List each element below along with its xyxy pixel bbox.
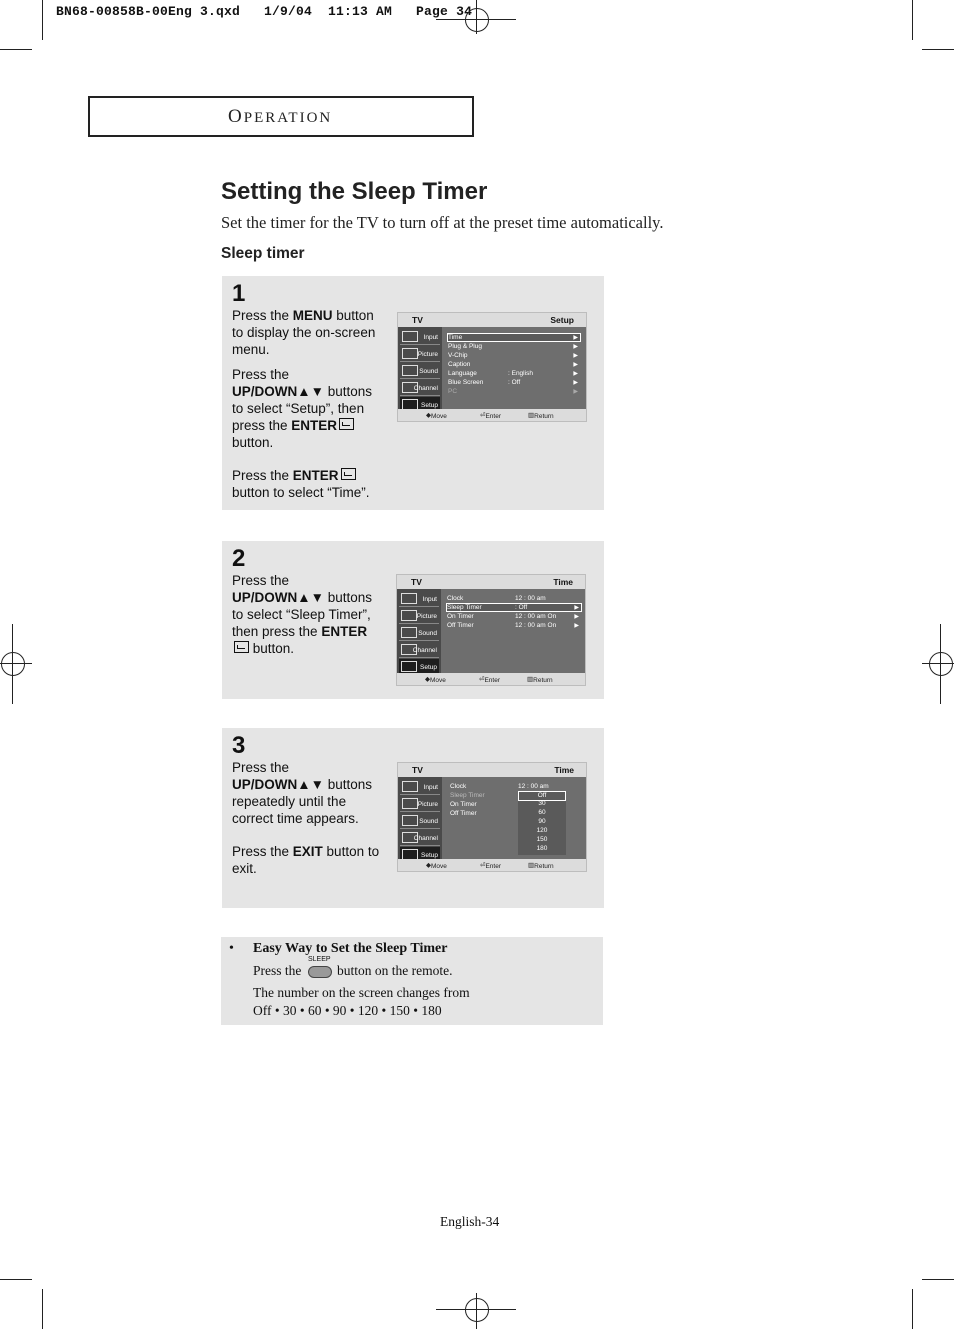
sleep-option: 60 — [538, 809, 546, 816]
picture-icon — [401, 610, 417, 621]
picture-icon — [402, 798, 418, 809]
enter-icon — [341, 468, 356, 480]
input-icon — [402, 781, 418, 792]
sleep-button-label: SLEEP — [308, 956, 331, 963]
registration-line — [940, 624, 941, 704]
crop-mark — [922, 49, 954, 50]
sound-icon — [401, 627, 417, 638]
input-icon — [402, 331, 418, 342]
registration-mark — [1, 652, 25, 676]
crop-mark — [0, 1279, 32, 1280]
sleep-option-selected: Off — [518, 791, 566, 801]
enter-icon — [339, 418, 354, 430]
step-instructions: Press the UP/DOWN▲▼ buttons repeatedly until the correct time appears. Press the EXIT button to exit. — [232, 760, 380, 876]
sleep-option: 150 — [536, 836, 548, 843]
input-icon — [401, 593, 417, 604]
sleep-button-icon — [308, 966, 332, 978]
crop-mark — [922, 1279, 954, 1280]
setup-icon — [401, 661, 417, 672]
registration-line — [12, 624, 13, 704]
section-title: OPERATION — [228, 106, 333, 127]
intro-text: Set the timer for the TV to turn off at the preset time automatically. — [221, 213, 664, 232]
section-header — [88, 96, 474, 137]
tip-title: Easy Way to Set the Sleep Timer — [253, 941, 448, 956]
step-2-panel — [222, 541, 604, 699]
registration-line — [0, 663, 32, 664]
page-title: Setting the Sleep Timer — [221, 178, 488, 205]
page-number: English-34 — [440, 1214, 500, 1229]
step-number: 2 — [232, 545, 246, 572]
tip-line: The number on the screen changes from — [253, 985, 470, 1000]
step-number: 1 — [232, 280, 246, 307]
print-slug: BN68-00858B-00Eng 3.qxd 1/9/04 11:13 AM Page 34 — [56, 4, 473, 19]
sleep-option: 90 — [538, 818, 546, 825]
registration-mark — [465, 8, 489, 32]
osd-sleep-timer-options: TV Time Input Picture Sound Channel Setup Clock 12 : 00 am Sleep Timer On Timer Off Timer Off 30 60 90 120 150 180 ◆ Move ⏎ Enter ▥ Return — [397, 762, 587, 872]
registration-mark — [465, 1298, 489, 1322]
crop-mark — [42, 1289, 43, 1329]
tip-box — [221, 937, 603, 1025]
osd-setup-menu: TV Setup Input Picture Sound Channel Setup Time ▶ Plug & Plug ▶ V-Chip ▶ Caption ▶ Language : English ▶ Blue Screen : Off ▶ PC ▶ ◆ Move ⏎ Enter ▥ Return — [397, 312, 587, 422]
sleep-option: 180 — [536, 845, 548, 852]
enter-icon — [234, 641, 249, 653]
tip-line: button on the remote. — [337, 963, 453, 978]
step-instructions: Press the MENU button to display the on-screen menu. Press the UP/DOWN▲▼ buttons to select “Setup”, then press the ENTER button. Press the ENTER button to select “Time”. — [232, 308, 376, 500]
sleep-option: 120 — [536, 827, 548, 834]
registration-line — [476, 1293, 477, 1329]
crop-mark — [912, 1289, 913, 1329]
picture-icon — [402, 348, 418, 359]
crop-mark — [0, 49, 32, 50]
registration-line — [922, 663, 954, 664]
step-1-panel — [222, 276, 604, 510]
tip-bullet: • — [229, 941, 234, 956]
sleep-options-list — [518, 791, 566, 855]
registration-mark — [929, 652, 953, 676]
crop-mark — [912, 0, 913, 40]
tip-line: Press the — [253, 963, 302, 978]
subheading: Sleep timer — [221, 245, 305, 262]
sound-icon — [402, 365, 418, 376]
step-3-panel — [222, 728, 604, 908]
registration-line — [476, 0, 477, 34]
tip-line: Off • 30 • 60 • 90 • 120 • 150 • 180 — [253, 1003, 442, 1018]
sound-icon — [402, 815, 418, 826]
sleep-option: 30 — [538, 800, 546, 807]
crop-mark — [42, 0, 43, 40]
osd-time-menu: TV Time Input Picture Sound Channel Setup Clock 12 : 00 am Sleep Timer : Off ▶ On Timer 12 : 00 am On ▶ Off Timer 12 : 00 am On ▶ ◆ Move ⏎ Enter ▥ Return — [396, 574, 586, 686]
step-number: 3 — [232, 732, 246, 759]
step-instructions: Press the UP/DOWN▲▼ buttons to select “Sleep Timer”, then press the ENTER button. — [232, 573, 373, 656]
